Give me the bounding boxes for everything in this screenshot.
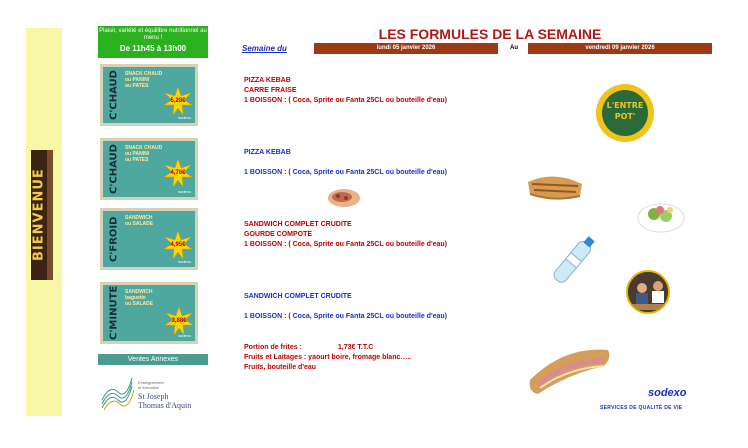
sodexo-logo: sodexo: [648, 387, 687, 399]
card-logo: sodexo: [178, 333, 191, 338]
price-starburst: [164, 87, 192, 115]
card-description: SANDWICH ou SALADE: [125, 215, 154, 227]
page-title: LES FORMULES DE LA SEMAINE: [378, 26, 602, 42]
menu-card-froid: [100, 208, 198, 270]
formula-line: CARRE FRAISE: [244, 87, 297, 94]
card-price: 3,88€: [171, 318, 187, 324]
formula-line: 1 BOISSON : ( Coca, Sprite ou Fanta 25CL ou bouteille d'eau): [244, 97, 448, 104]
price-starburst: [165, 307, 193, 335]
welcome-panel-edge: [47, 150, 53, 280]
sodexo-tagline: SERVICES DE QUALITÉ DE VIE: [600, 405, 683, 411]
salad-image: [636, 196, 686, 236]
baguette-sandwich-image: [524, 340, 614, 400]
menu-card-minute: [100, 282, 198, 344]
card-description: SANDWICH baguette ou SALADE: [125, 289, 154, 307]
formula-block-1: [244, 76, 447, 106]
card-title: C'CHAUD: [108, 70, 120, 120]
card-logo: sodexo: [178, 259, 191, 264]
card-price: 5,28€: [170, 98, 186, 104]
formula-line: 1 BOISSON : ( Coca, Sprite ou Fanta 25CL ou bouteille d'eau): [244, 241, 448, 248]
school-name: St Joseph Thomas d'Aquin: [138, 392, 192, 410]
cafeteria-photo: [626, 270, 670, 314]
card-logo: sodexo: [178, 189, 191, 194]
ventes-annexes-banner: Ventes Annexes: [98, 354, 208, 365]
people-dining-image: [628, 272, 670, 314]
opening-hours: De 11h45 à 13h00: [119, 44, 187, 53]
extras-fruits: Fruits, bouteille d'eau: [244, 364, 317, 371]
formula-line: PIZZA KEBAB: [244, 149, 291, 156]
extras-fries: Portion de frites : 1,73€ T.T.C: [244, 344, 374, 351]
card-title: C'FROID: [108, 216, 120, 262]
price-starburst: [164, 231, 192, 259]
extras-dairy: Fruits et Laitages : yaourt boire, fromage blanc…..: [244, 354, 412, 361]
school-emblem-icon: [100, 378, 134, 410]
card-logo: sodexo: [178, 115, 191, 120]
card-description: SNACK CHAUD ou PANINI ou PATES: [125, 71, 163, 89]
week-end-date: vendredi 09 janvier 2026: [528, 43, 712, 54]
card-title: C'MINUTE: [108, 285, 120, 341]
menu-card-chaud-1: [100, 64, 198, 126]
week-start-date: lundi 05 janvier 2026: [314, 43, 498, 54]
week-label: Semaine du: [242, 44, 287, 53]
formula-line: 1 BOISSON : ( Coca, Sprite ou Fanta 25CL ou bouteille d'eau): [244, 169, 448, 176]
header-subtitle: Plaisir, variété et équilibre nutritionnel au menu !: [99, 28, 207, 41]
formula-line: SANDWICH COMPLET CRUDITE: [244, 221, 352, 228]
hours-header: [98, 26, 208, 58]
menu-card-chaud-2: [100, 138, 198, 200]
formula-block-4: [244, 292, 447, 322]
school-tagline: Enseignement et formation: [138, 380, 164, 390]
water-bottle-image: [548, 232, 598, 290]
formula-block-3: [244, 220, 447, 250]
formula-line: GOURDE COMPOTE: [244, 231, 313, 238]
formula-line: 1 BOISSON : ( Coca, Sprite ou Fanta 25CL ou bouteille d'eau): [244, 313, 448, 320]
extras-block: [244, 343, 411, 373]
kebab-pizza-image: [326, 186, 362, 210]
card-title: C'CHAUD: [108, 144, 120, 194]
formula-block-2: [244, 148, 447, 178]
card-description: SNACK CHAUD ou PANINI ou PATES: [125, 145, 163, 163]
card-price: 4,76€: [170, 170, 186, 176]
entre-pot-logo: L'ENTRE POT': [602, 90, 648, 136]
welcome-text: BIENVENUE: [31, 168, 47, 262]
school-logo: [100, 378, 210, 412]
price-starburst: [164, 159, 192, 187]
week-separator: Au: [510, 45, 518, 51]
panini-image: [524, 170, 586, 204]
formula-line: SANDWICH COMPLET CRUDITE: [244, 293, 352, 300]
card-price: 4,95€: [170, 242, 186, 248]
formula-line: PIZZA KEBAB: [244, 77, 291, 84]
